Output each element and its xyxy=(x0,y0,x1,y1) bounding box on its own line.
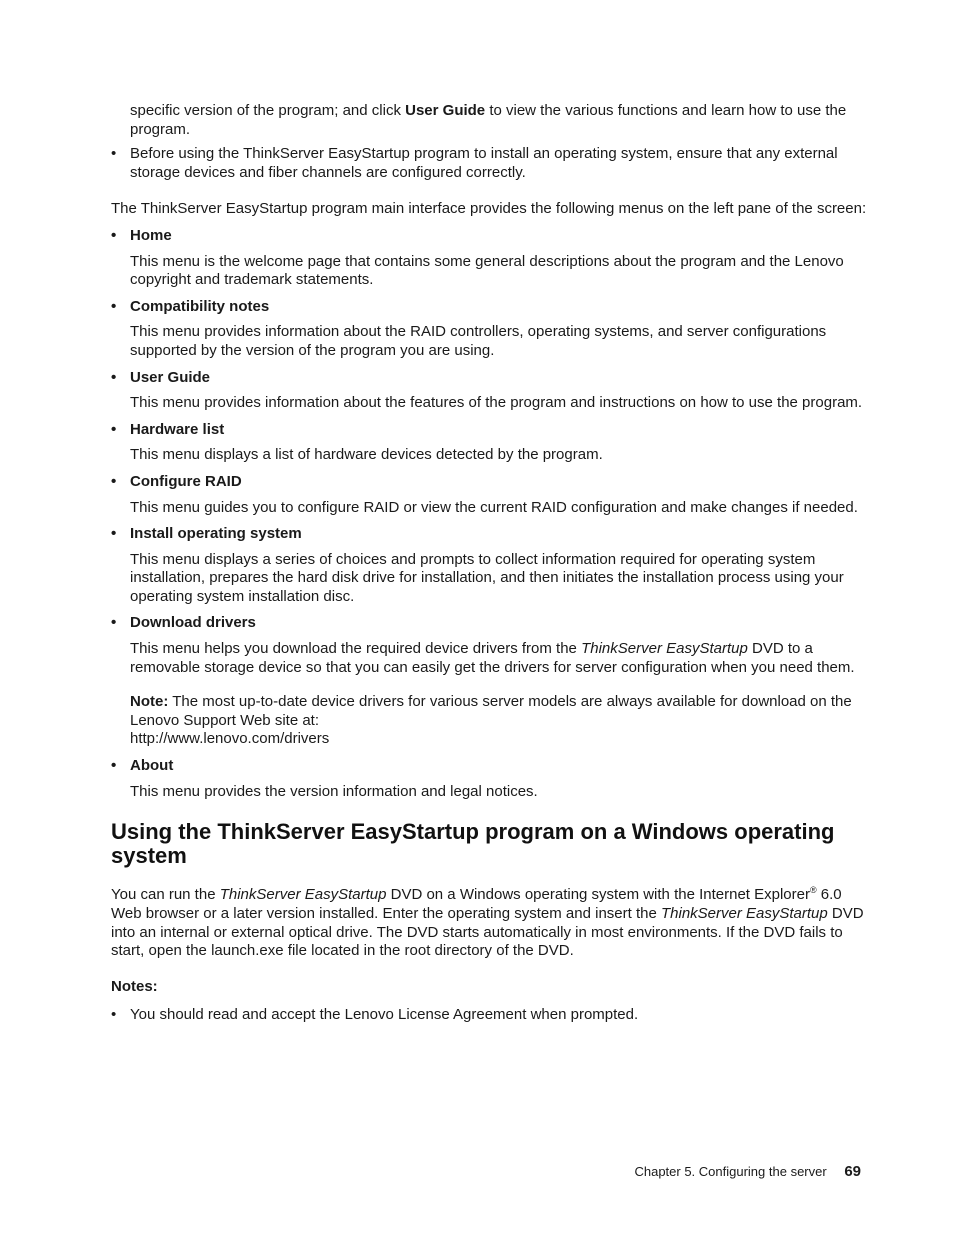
menu-item-description: This menu is the welcome page that contains some general descriptions about the program and the Lenovo copyright and trademark statements. xyxy=(130,252,844,289)
bullet-icon: • xyxy=(111,420,117,438)
menu-item-title: Compatibility notes xyxy=(130,297,270,315)
menu-item-title: Home xyxy=(130,226,172,244)
text-run: You can run the xyxy=(111,886,220,904)
menu-item-configure-raid xyxy=(111,473,871,492)
drivers-url: http://www.lenovo.com/drivers xyxy=(130,730,330,748)
page-body xyxy=(111,102,871,1025)
bullet-icon: • xyxy=(111,757,117,775)
user-guide-emphasis: User Guide xyxy=(405,102,486,119)
bullet-icon: • xyxy=(111,525,117,543)
menus-intro-paragraph: The ThinkServer EasyStartup program main interface provides the following menus on the left pane of the screen: xyxy=(111,200,867,218)
notes-label: Notes: xyxy=(111,977,158,995)
menu-item-description xyxy=(111,640,871,677)
menu-item-about xyxy=(111,757,871,776)
list-item xyxy=(111,145,871,182)
bullet-icon: • xyxy=(111,368,117,386)
list-item xyxy=(111,1006,871,1025)
menu-item-title: Download drivers xyxy=(130,614,256,632)
page-footer xyxy=(634,1163,861,1182)
product-name-italic: ThinkServer EasyStartup xyxy=(661,905,828,923)
bullet-icon: • xyxy=(111,472,117,490)
section-paragraph xyxy=(111,886,871,960)
chapter-label: Chapter 5. Configuring the server xyxy=(634,1164,827,1179)
text-run: DVD to a removable storage device so that you can easily get the drivers for server configuration when you need them. xyxy=(130,640,855,676)
text-run: specific version of the program; and click xyxy=(130,102,406,119)
continued-paragraph xyxy=(111,102,871,139)
menu-item-compatibility-notes xyxy=(111,298,871,317)
text-run: 6.0 Web browser or a later version installed. Enter the operating system and insert the xyxy=(111,886,842,923)
menu-item-install-operating-system xyxy=(111,525,871,544)
menu-item-description: This menu provides information about the RAID controllers, operating systems, and server configurations supported by the version of the program you are using. xyxy=(130,323,827,359)
menu-item-description: This menu displays a series of choices and prompts to collect information required for operating system installation, prepares the hard disk drive for installation, and then initiates the installation process using your operating system installation disc. xyxy=(130,550,844,605)
menu-item-title: User Guide xyxy=(130,368,211,386)
product-name-italic: ThinkServer EasyStartup xyxy=(581,640,748,658)
menu-item-title: Install operating system xyxy=(130,525,302,543)
menu-item-description: This menu provides information about the features of the program and instructions on how to use the program. xyxy=(130,394,863,412)
registered-mark: ® xyxy=(809,885,817,896)
menu-item-hardware-list xyxy=(111,421,871,440)
section-heading: Using the ThinkServer EasyStartup program on a Windows operating system xyxy=(111,819,835,869)
menu-item-title: Hardware list xyxy=(130,420,225,438)
menu-item-description: This menu guides you to configure RAID or view the current RAID configuration and make changes if needed. xyxy=(130,498,858,516)
text-run: to view the various functions and learn how to use the program. xyxy=(130,102,847,138)
bullet-icon: • xyxy=(111,614,117,632)
note-label: Note: xyxy=(130,693,169,711)
menu-item-home xyxy=(111,227,871,246)
bullet-icon: • xyxy=(111,145,117,163)
text-run: DVD on a Windows operating system with the Internet Explorer xyxy=(386,886,810,904)
menu-item-description: This menu provides the version information and legal notices. xyxy=(130,782,538,800)
page-number: 69 xyxy=(844,1163,861,1180)
product-name-italic: ThinkServer EasyStartup xyxy=(219,886,387,904)
menu-item-title: About xyxy=(130,757,174,775)
note-paragraph xyxy=(111,693,871,749)
bullet-icon: • xyxy=(111,226,117,244)
menu-item-user-guide xyxy=(111,369,871,388)
list-item-text: Before using the ThinkServer EasyStartup program to install an operating system, ensure that any external storage devices and fiber channels are configured correctly. xyxy=(130,145,838,181)
text-run: This menu helps you download the required device drivers from the xyxy=(130,640,582,658)
bullet-icon: • xyxy=(111,297,117,315)
menu-item-download-drivers xyxy=(111,614,871,633)
note-text: The most up-to-date device drivers for various server models are always available for download on the Lenovo Support Web site at: xyxy=(130,693,852,729)
menu-item-description: This menu displays a list of hardware devices detected by the program. xyxy=(130,446,603,464)
menu-item-title: Configure RAID xyxy=(130,472,242,490)
bullet-icon: • xyxy=(111,1006,117,1024)
list-item-text: You should read and accept the Lenovo License Agreement when prompted. xyxy=(130,1006,639,1024)
text-run: DVD into an internal or external optical drive. The DVD starts automatically in most environments. If the DVD fails to start, open the launch.exe file located in the root directory of the DVD. xyxy=(111,905,864,960)
